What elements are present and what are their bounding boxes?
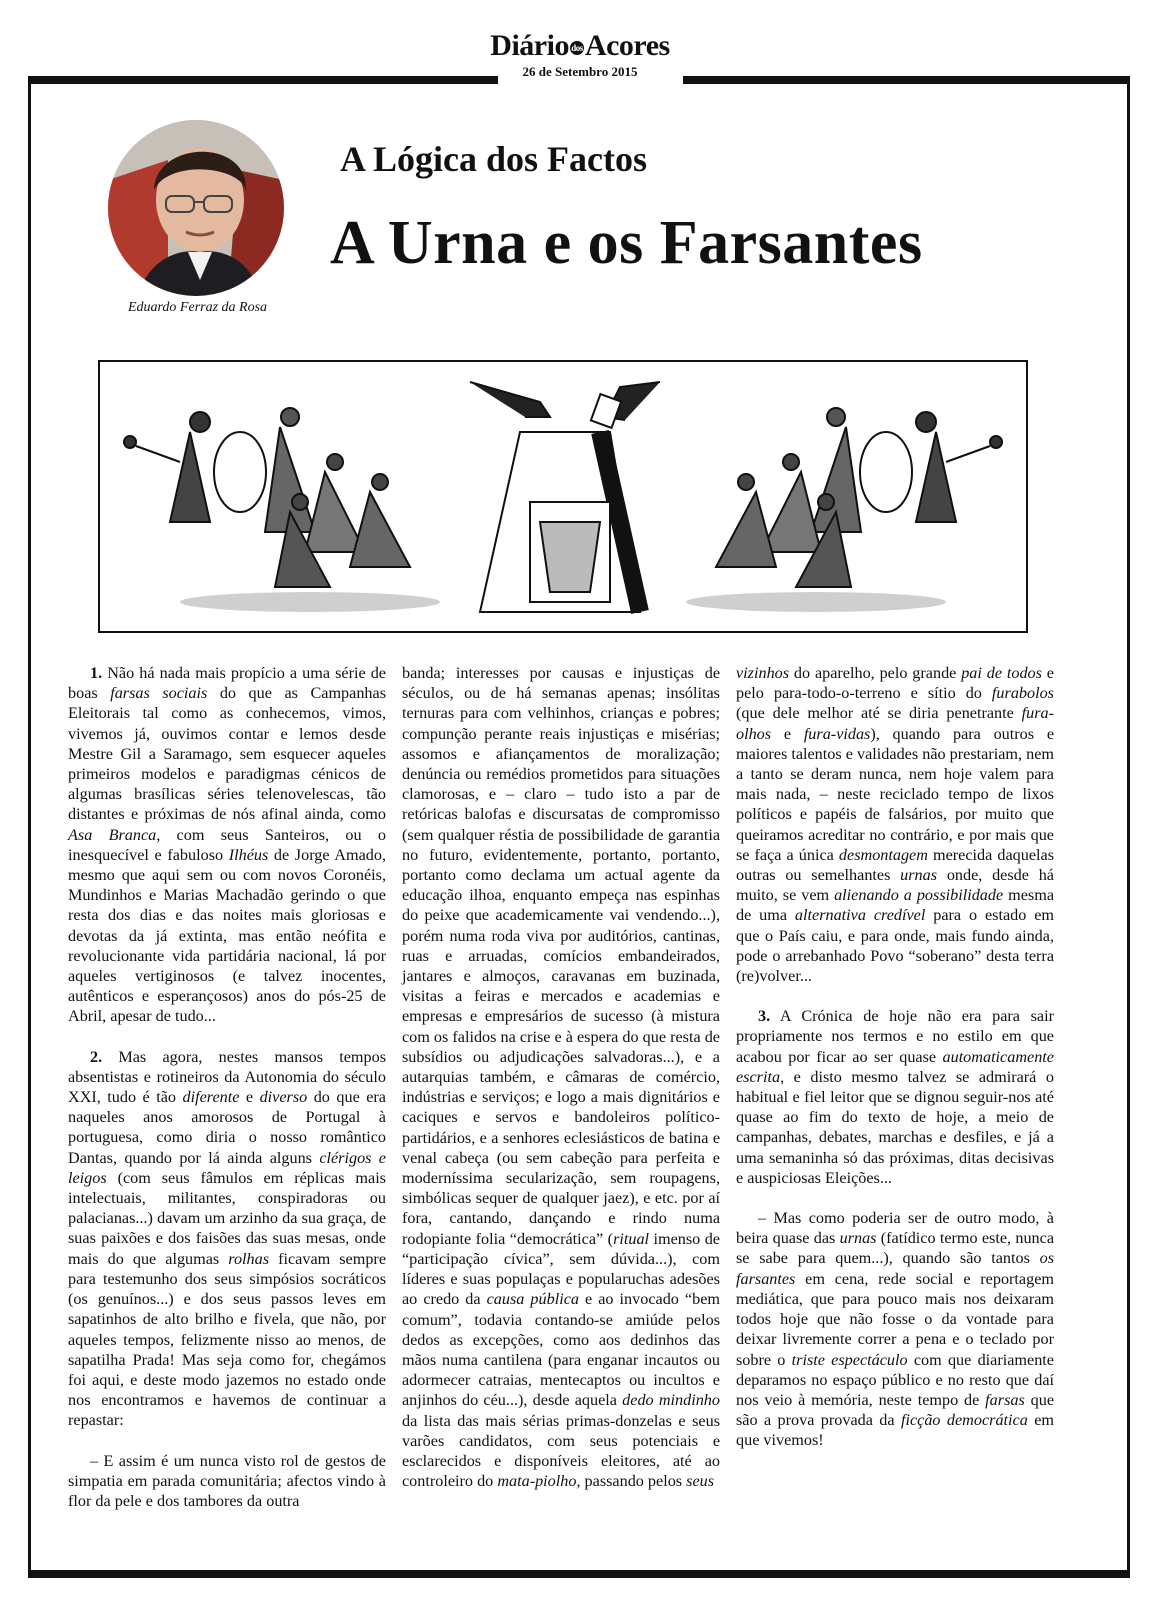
newspaper-name-left: Diário	[490, 29, 569, 62]
article-paragraph: – Mas como poderia ser de outro modo, à beira quase das urnas (fatídico termo este, nunca se sabe para quem...), quando são tantos os farsantes em cena, rede social e reportagem mediática, que para pouco mais nos deixaram todos hoje que não fosse o da vontade para deixar livremente correr a pena e o teclado por sobre o triste espectáculo com que diariamente deparamos no espaço público e no resto que daí nos veio à memória, neste tempo de farsas que são a prova provada da ficção democrática em que vivemos!	[736, 1209, 1055, 1450]
article-paragraph: banda; interesses por causas e injustiças de séculos, ou de há semanas apenas; insólitas ternuras para com velhinhos, crianças e pobres; compunção perante reais injustiças e misérias; assomos e afiançamentos de moralização; denúncia ou remédios prometidos para situações clamorosas, e – claro – tudo isto a par de retóricas balofas e discursatas de compromisso (sem qualquer réstia de possibilidade de garantia no futuro, evidentemente, portanto, portanto, portanto como declama um actual agente da educação ilhoa, enquanto empeça nas espinhas do peixe que academicamente vai vendendo...), porém numa roda viva por auditórios, cantinas, ruas e arruadas, comícios embandeirados, jantares e almoços, caravanas em buzinada, visitas a feiras e mercados e academias e empresas e empresários de sucesso (à mistura com os falidos na crise e à espera do que resta de subsídios ou adjudicações salvadoras...), e a autarquias também, e câmaras de comércio, indústrias e serviços; e logo a mais dignitários e caciques e servos e bandoleiros político-partidários, e a senhores eclesiásticos de batina e venal cabeça (ou sem cabeção para perfeita e moderníssima secularização, sem roupagens, simbólicas sequer de qualquer jaez), e etc. por aí fora, cantando, dançando e rindo numa rodopiante folia “democrática” (ritual imenso de “participação cívica”, sem dúvida...), com líderes e suas populaças e popularuchas adesões ao credo da causa pública e ao invocado “bem comum”, todavia contando-se amiúde pelos dedos as excepções, como aos dedinhos das mãos numa cantilena (para enganar incautos ou adormecer catraias, mentecaptos ou incultos e anjinhos do céu...), desde aquela dedo mindinho da lista das mais sérias primas-donzelas e seus varões candidatos, com seus potenciais e esclarecidos e disponíveis eleitores, até ao controleiro do mata-piolho, passando pelos seus	[402, 664, 720, 1491]
newspaper-logo-dos: dos	[571, 43, 583, 54]
masthead	[0, 30, 1160, 80]
right-parade-group	[686, 408, 1002, 612]
article-illustration	[98, 360, 1028, 633]
left-parade-group	[124, 408, 440, 612]
ballot-box-engraving	[100, 362, 1026, 631]
column-title: A Lógica dos Factos	[340, 139, 648, 179]
article-paragraph: 1. Não há nada mais propício a uma série de boas farsas sociais do que as Campanhas Eleitorais tal como as conhecemos, vimos, vivemos já, ouvimos contar e lemos desde Mestre Gil a Saramago, sem esquecer aqueles primeiros modelos e paradigmas cénicos de algumas brasílicas séries telenovelescas, tão distantes e próximas de nós afinal ainda, como Asa Branca, com seus Santeiros, ou o inesquecível e fabuloso Ilhéus de Jorge Amado, mesmo que aqui sem ou com novos Coronéis, Mundinhos e Marias Machadão gerindo o que resta dos dias e das noites mais gloriosas e devotas da já extinta, mas então neófita e revolucionante vida partidária nacional, lá por aqueles vertiginosos (e talvez inocentes, autênticos e esperançosos) anos do pós-25 de Abril, apesar de tudo...	[68, 664, 387, 1026]
issue-date: 26 de Setembro 2015	[522, 64, 638, 79]
article-column-2	[402, 663, 720, 1511]
article-column-3	[736, 663, 1054, 1471]
ballot-box	[470, 382, 660, 612]
article-paragraph: – E assim é um nunca visto rol de gestos de simpatia em parada comunitária; afectos vindo à flor da pele e dos tambores da outra	[68, 1451, 386, 1510]
author-photo-image	[108, 120, 284, 296]
article-paragraph: vizinhos do aparelho, pelo grande pai de todos e pelo para-todo-o-terreno e sítio do furabolos (que dele melhor até se diria penetrante fura-olhos e fura-vidas), quando para outros e maiores talentos e validades não prestariam, nem a tanto se deram nunca, nem hoje valem para mais nada, – neste reciclado tempo de lixos políticos e papéis de falsários, por muito que queiramos acreditar no contrário, e por mais que se faça a única desmontagem merecida daquelas outras ou semelhantes urnas onde, desde há muito, se vem alienando a possibilidade mesma de uma alternativa credível para o estado em que o País caiu, e para onde, mais fundo ainda, pode o arrebanhado Povo “soberano” desta terra (re)volver...	[736, 664, 1055, 986]
newspaper-name-right: Acores	[584, 29, 670, 62]
article-column-1	[68, 663, 386, 1531]
author-name: Eduardo Ferraz da Rosa	[127, 300, 268, 315]
article-headline: A Urna e os Farsantes	[330, 209, 923, 277]
article-paragraph: 2. Mas agora, nestes mansos tempos absentistas e rotineiros da Autonomia do século XXI, tudo é tão diferente e diverso do que era naqueles anos amorosos de Portugal à portuguesa, como diria o nosso romântico Dantas, quando por lá ainda alguns clérigos e leigos (com seus fâmulos em réplicas mais intelectuais, militantes, conspiradoras ou palacianas...) davam um arzinho da sua graça, de suas paixões e dos faisões das suas mesas, onde mais do que algumas rolhas ficavam sempre para testemunho dos seus simpósios socráticos (os genuínos...) e dos seus passos leves em sapatinhos de alto brilho e fivela, que não, por aqueles tempos, felizmente nisso ao menos, de sapatilha Prada! Mas seja como for, chegámos foi aqui, e deste modo jazemos no estado onde nos encontramos e havemos de continuar a repastar:	[68, 1047, 387, 1430]
author-photo	[108, 120, 284, 296]
newspaper-name	[0, 30, 1160, 62]
article-paragraph: 3. A Crónica de hoje não era para sair propriamente nos termos e no estilo em que acabou por ficar ao ser quase automaticamente escrita, e disto mesmo talvez se admirará o habitual e fiel leitor que se dignou seguir-nos até quase ao fim do texto de hoje, a meio de campanhas, debates, marchas e desfiles, e já a uma semaninha só das próximas, ditas decisivas e auspiciosas Eleições...	[736, 1007, 1054, 1187]
